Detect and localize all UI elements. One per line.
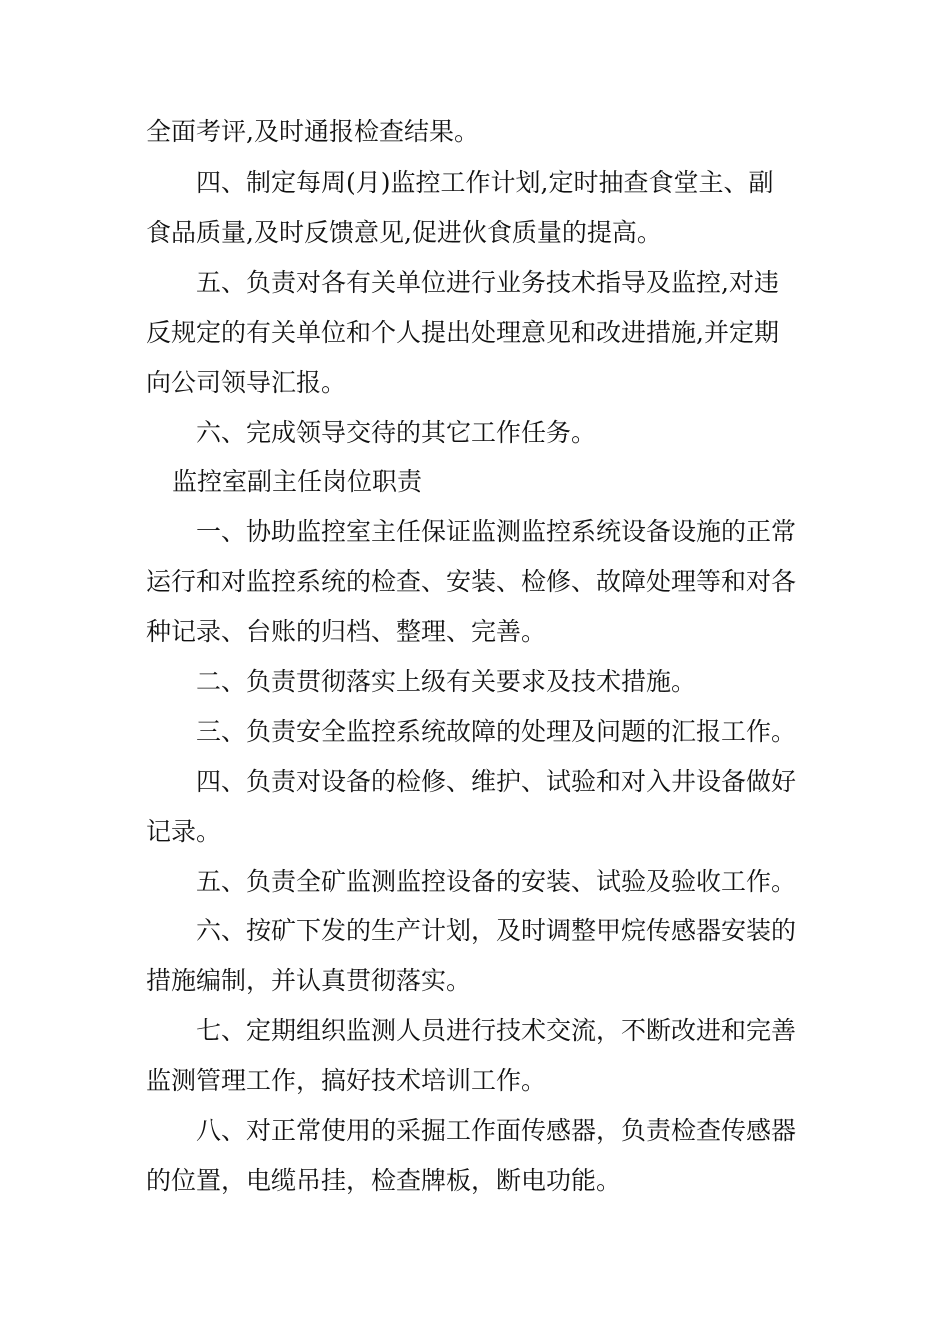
paragraph-line: 向公司领导汇报。: [146, 368, 347, 397]
paragraph-line: 监测管理工作，搞好技术培训工作。: [146, 1066, 547, 1095]
paragraph-line: 食品质量,及时反馈意见,促进伙食质量的提高。: [146, 218, 662, 247]
paragraph-line: 一、协助监控室主任保证监测监控系统设备设施的正常: [196, 517, 797, 546]
paragraph-line: 的位置，电缆吊挂，检查牌板，断电功能。: [146, 1166, 622, 1195]
paragraph-line: 五、负责全矿监测监控设备的安装、试验及验收工作。: [196, 867, 797, 896]
paragraph-line: 种记录、台账的归档、整理、完善。: [146, 617, 547, 646]
paragraph-line: 六、完成领导交待的其它工作任务。: [196, 418, 597, 447]
paragraph-line: 五、负责对各有关单位进行业务技术指导及监控,对违: [196, 268, 779, 297]
paragraph-line: 三、负责安全监控系统故障的处理及问题的汇报工作。: [196, 717, 797, 746]
paragraph-line: 二、负责贯彻落实上级有关要求及技术措施。: [196, 667, 697, 696]
paragraph-line: 七、定期组织监测人员进行技术交流，不断改进和完善: [196, 1016, 797, 1045]
paragraph-line: 八、对正常使用的采掘工作面传感器，负责检查传感器: [196, 1116, 797, 1145]
paragraph-line: 全面考评,及时通报检查结果。: [146, 117, 479, 146]
paragraph-line: 六、按矿下发的生产计划，及时调整甲烷传感器安装的: [196, 916, 797, 945]
paragraph-line: 记录。: [146, 817, 222, 846]
section-title: 监控室副主任岗位职责: [172, 467, 423, 496]
paragraph-line: 四、制定每周(月)监控工作计划,定时抽查食堂主、副: [196, 168, 774, 197]
paragraph-line: 运行和对监控系统的检查、安装、检修、故障处理等和对各: [146, 567, 797, 596]
paragraph-line: 措施编制，并认真贯彻落实。: [146, 966, 472, 995]
paragraph-line: 反规定的有关单位和个人提出处理意见和改进措施,并定期: [146, 318, 779, 347]
paragraph-line: 四、负责对设备的检修、维护、试验和对入井设备做好: [196, 767, 797, 796]
